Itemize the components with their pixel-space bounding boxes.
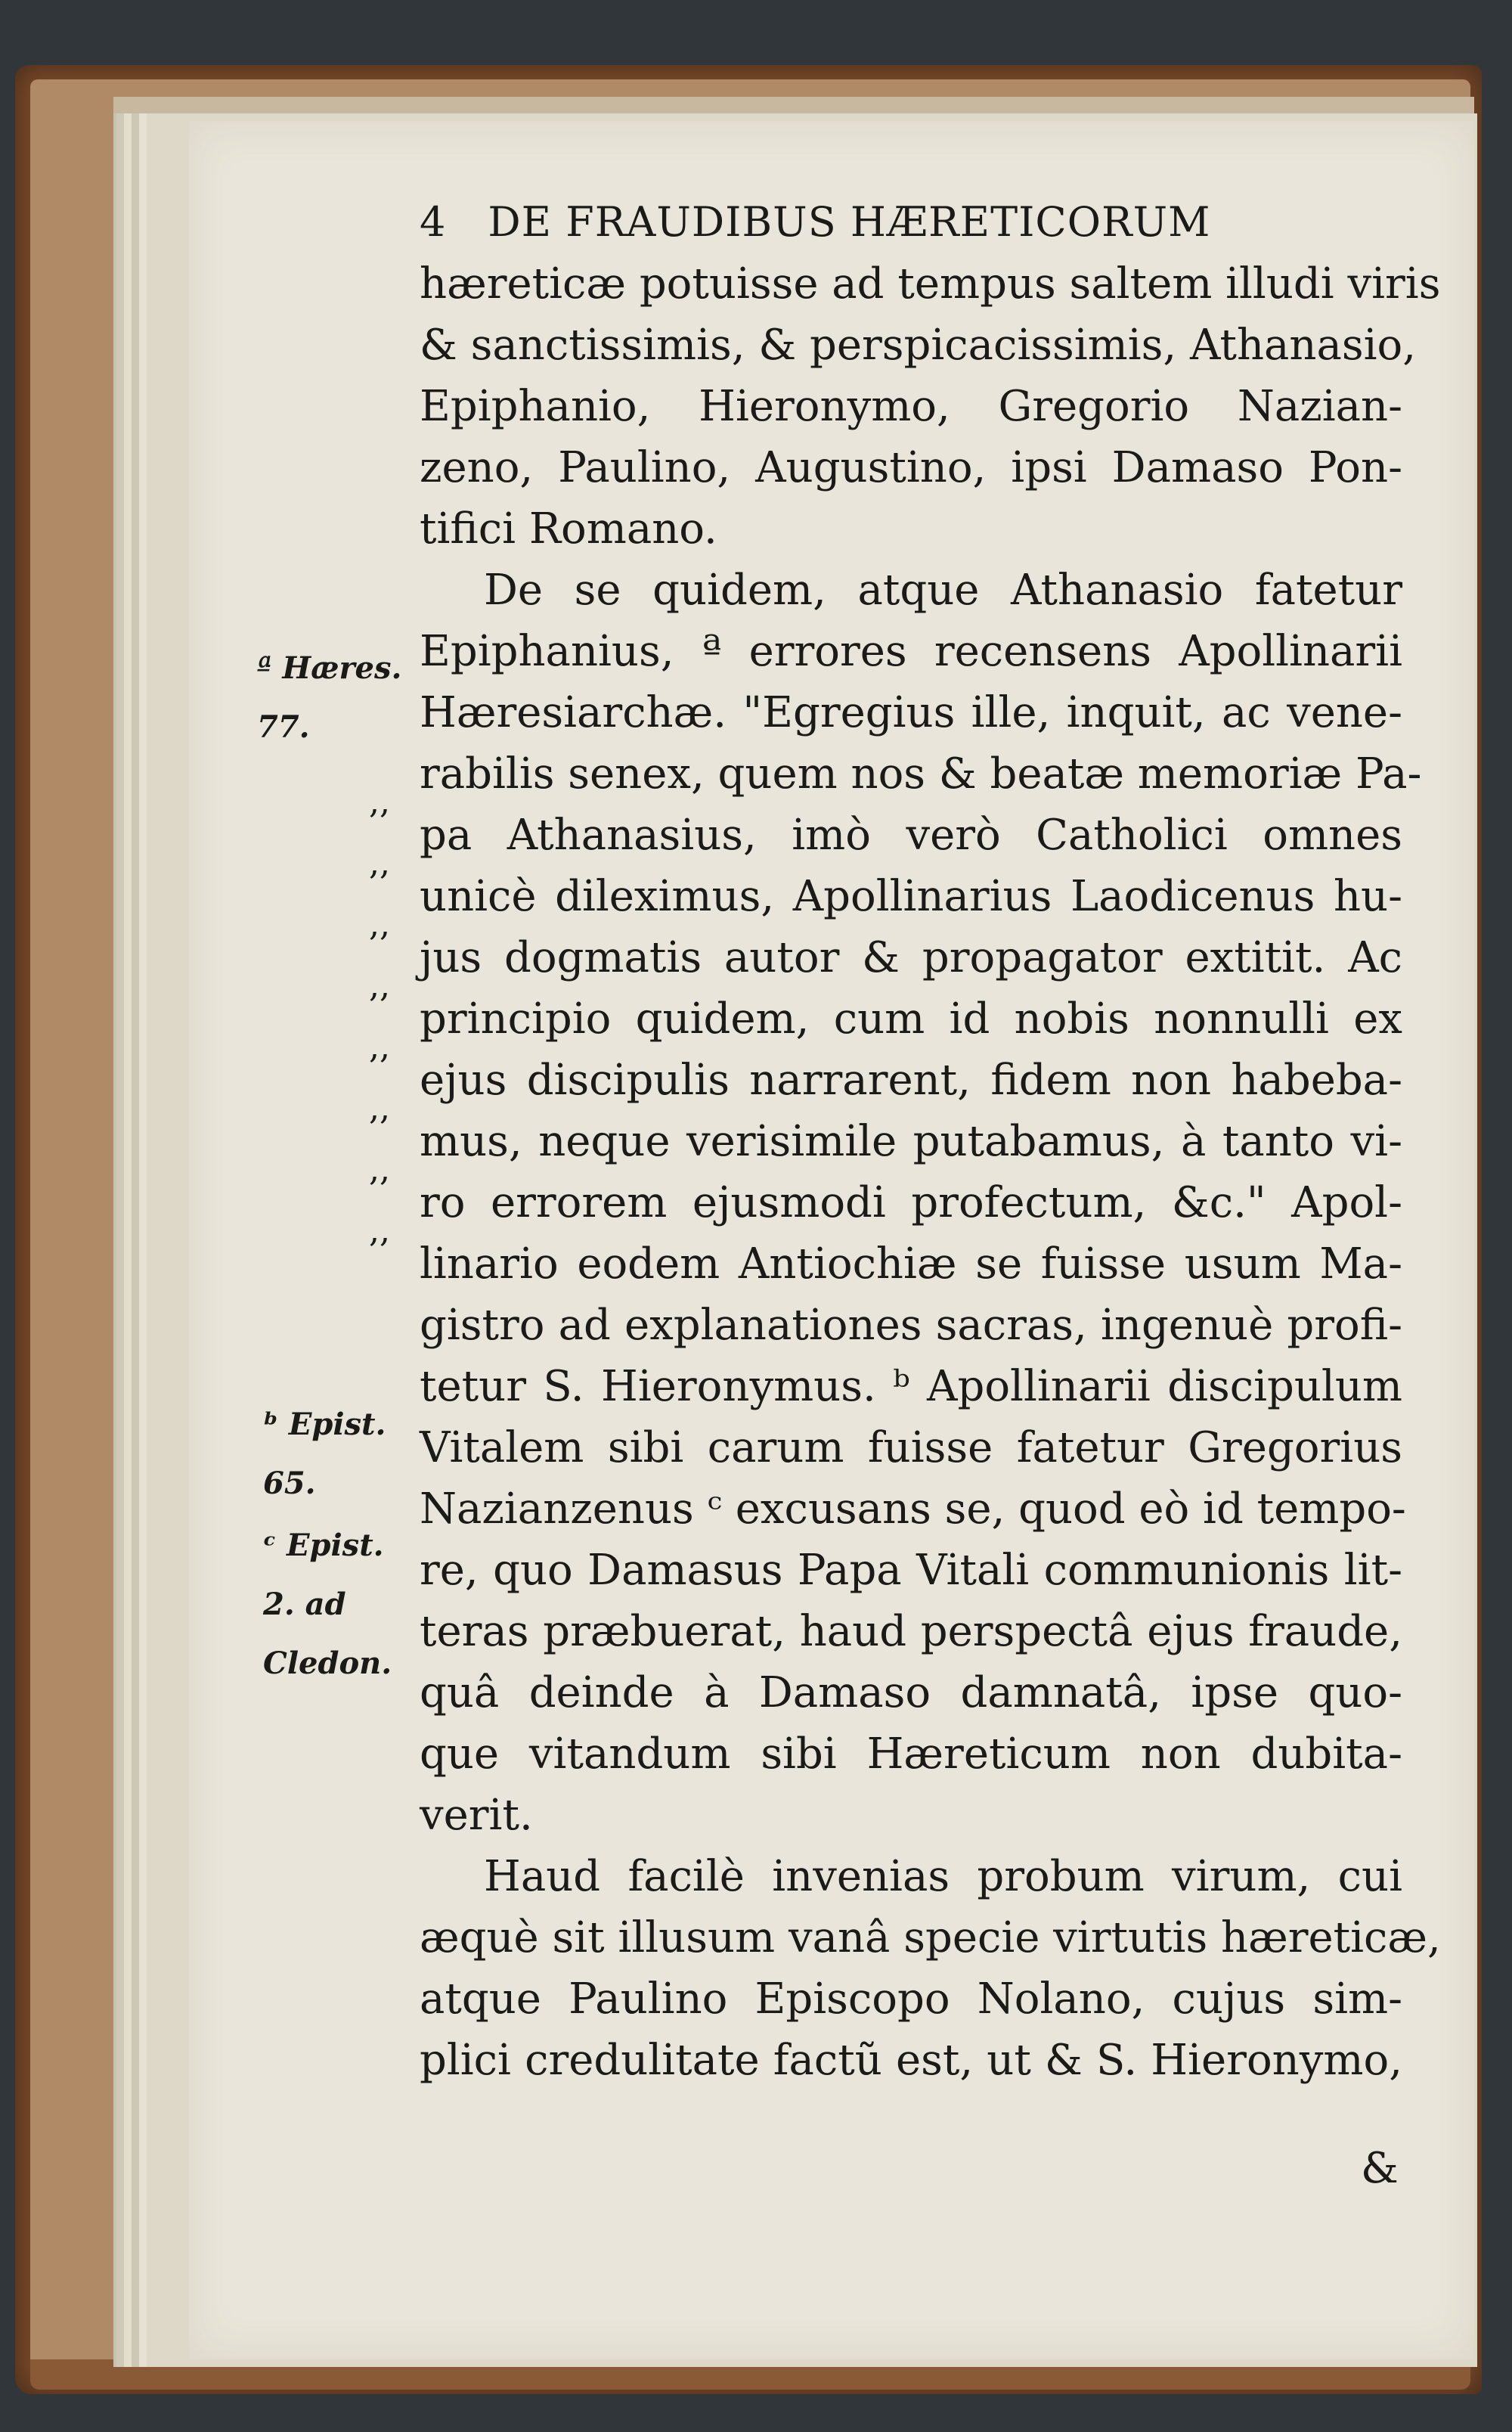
text-line: que vitandum sibi Hæreticum non dubita- bbox=[420, 1729, 1402, 1779]
text-line: plici credulitate factũ est, ut & S. Hieronymo, bbox=[420, 2036, 1402, 2085]
text-line: Vitalem sibi carum fuisse fatetur Gregorius bbox=[420, 1423, 1402, 1472]
text-line: teras præbuerat, haud perspectâ ejus fraude, bbox=[420, 1607, 1402, 1656]
margin-note-line: 2. ad bbox=[263, 1587, 346, 1622]
text-line: principio quidem, cum id nobis nonnulli ex bbox=[420, 994, 1402, 1044]
text-line: tetur S. Hieronymus. ᵇ Apollinarii discipulum bbox=[420, 1362, 1402, 1411]
quote-mark: ,, bbox=[369, 905, 390, 944]
margin-note-a bbox=[257, 639, 401, 757]
text-line: gistro ad explanationes sacras, ingenuè profi- bbox=[420, 1301, 1402, 1350]
quote-mark: ,, bbox=[369, 844, 390, 883]
margin-note-line: 65. bbox=[263, 1466, 316, 1501]
quote-mark: ,, bbox=[369, 783, 390, 821]
text-line: quâ deinde à Damaso damnatâ, ipse quo- bbox=[420, 1668, 1402, 1717]
text-line: mus, neque verisimile putabamus, à tanto vi- bbox=[420, 1117, 1402, 1166]
text-line: Hæresiarchæ. "Egregius ille, inquit, ac vene- bbox=[420, 688, 1402, 737]
text-line: linario eodem Antiochiæ se fuisse usum Ma- bbox=[420, 1239, 1402, 1289]
text-line: Epiphanio, Hieronymo, Gregorio Nazian- bbox=[420, 382, 1402, 431]
text-line: verit. bbox=[420, 1791, 533, 1840]
quote-mark: ,, bbox=[369, 966, 390, 1005]
text-line: re, quo Damasus Papa Vitali communionis lit- bbox=[420, 1546, 1402, 1595]
text-line: rabilis senex, quem nos & beatæ memoriæ Pa- bbox=[420, 749, 1422, 799]
margin-note-line: ª Hæres. bbox=[257, 650, 402, 686]
catchword: & bbox=[1361, 2144, 1399, 2193]
text-line: æquè sit illusum vanâ specie virtutis hæreticæ, bbox=[420, 1913, 1441, 1962]
margin-note-line: ᶜ Epist. bbox=[263, 1528, 384, 1563]
text-line: hæreticæ potuisse ad tempus saltem illudi viris bbox=[420, 259, 1441, 309]
text-line: zeno, Paulino, Augustino, ipsi Damaso Pon- bbox=[420, 443, 1402, 492]
text-line: Haud facilè invenias probum virum, cui bbox=[484, 1852, 1402, 1901]
quote-mark: ,, bbox=[369, 1089, 390, 1128]
margin-note-line: Cledon. bbox=[263, 1646, 392, 1681]
text-line: ejus discipulis narrarent, fidem non habeba- bbox=[420, 1056, 1402, 1105]
body-text bbox=[420, 253, 1441, 2091]
text-line: atque Paulino Episcopo Nolano, cujus sim- bbox=[420, 1974, 1402, 2024]
quote-mark: ,, bbox=[369, 1028, 390, 1066]
running-title: DE FRAUDIBUS HÆRETICORUM bbox=[488, 198, 1211, 246]
margin-note-b bbox=[263, 1395, 386, 1513]
margin-note-c bbox=[263, 1516, 392, 1693]
margin-note-line: 77. bbox=[257, 709, 310, 745]
text-line: Nazianzenus ᶜ excusans se, quod eò id tempo- bbox=[420, 1484, 1406, 1534]
page-number: 4 bbox=[420, 198, 447, 246]
text-line: pa Athanasius, imò verò Catholici omnes bbox=[420, 811, 1402, 860]
text-line: tifici Romano. bbox=[420, 504, 717, 554]
quote-mark: ,, bbox=[369, 1150, 390, 1189]
text-line: De se quidem, atque Athanasio fatetur bbox=[484, 566, 1402, 615]
text-line: Epiphanius, ª errores recensens Apollinarii bbox=[420, 627, 1402, 676]
text-line: & sanctissimis, & perspicacissimis, Athanasio, bbox=[420, 321, 1417, 370]
quote-mark: ,, bbox=[369, 1211, 390, 1250]
text-line: unicè dileximus, Apollinarius Laodicenus hu- bbox=[420, 872, 1402, 921]
margin-note-line: ᵇ Epist. bbox=[263, 1407, 386, 1442]
quotation-marks-column bbox=[369, 771, 390, 1261]
running-head bbox=[420, 198, 1210, 246]
text-line: jus dogmatis autor & propagator extitit. Ac bbox=[420, 933, 1402, 982]
text-line: ro errorem ejusmodi profectum, &c." Apol- bbox=[420, 1178, 1402, 1227]
